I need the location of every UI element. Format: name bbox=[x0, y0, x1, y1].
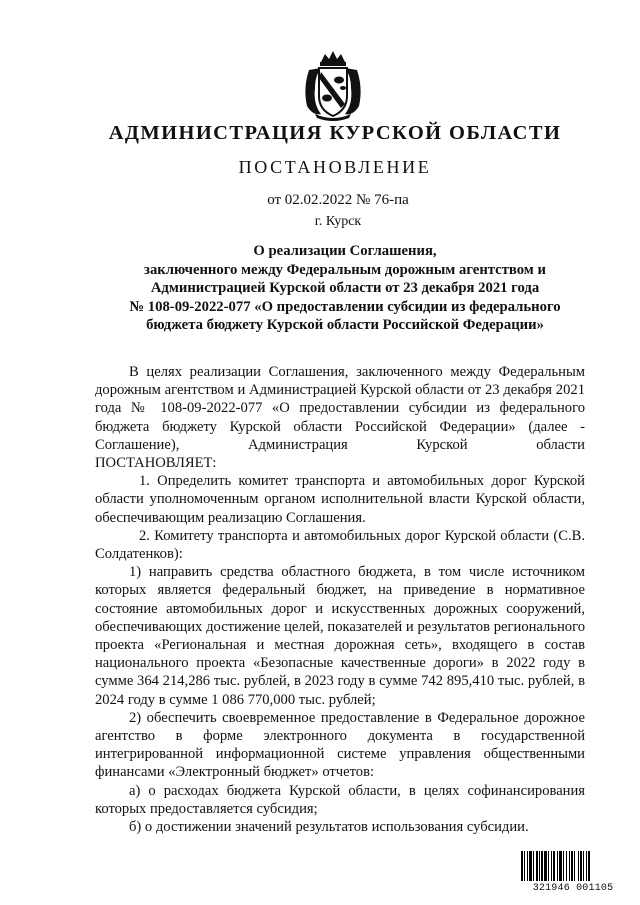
item-2-paragraph: 2. Комитету транспорта и автомобильных дорог Курской области (С.В. Солдатенков): bbox=[95, 527, 585, 563]
barcode-bars bbox=[521, 851, 625, 881]
coat-of-arms-icon bbox=[299, 48, 367, 122]
intro-paragraph: В целях реализации Соглашения, заключенного между Федеральным дорожным агентством и Администрацией Курской области от 23 декабря 2021 года № 108-09-2022-077 «О предоставлении субсидии из федерального бюджета бюджету Курской области Российской Федерации» (далее - Соглашение), Администрация Курской области bbox=[95, 364, 585, 453]
document-city: г. Курск bbox=[314, 214, 362, 229]
decree-word: ПОСТАНОВЛЯЕТ: bbox=[95, 455, 217, 472]
subject-line: О реализации Соглашения, bbox=[253, 243, 437, 259]
document-body bbox=[95, 363, 585, 836]
document-subject bbox=[110, 242, 580, 335]
document-date-number: от 02.02.2022 № 76-па bbox=[267, 192, 409, 208]
document-barcode bbox=[521, 851, 625, 897]
item-1-paragraph: 1. Определить комитет транспорта и автомобильных дорог Курской области уполномоченным органом исполнительной власти Курской области, обеспечивающим реализацию Соглашения. bbox=[95, 473, 585, 526]
subject-line: Администрацией Курской области от 23 декабря 2021 года bbox=[150, 280, 540, 297]
subject-line: заключенного между Федеральным дорожным агентством и bbox=[144, 261, 546, 278]
subject-line: № 108-09-2022-077 «О предоставлении субсидии из федерального bbox=[129, 298, 561, 315]
barcode-digits: 321946 001105 bbox=[532, 883, 614, 894]
item-2-2-b-paragraph: б) о достижении значений результатов использования субсидии. bbox=[129, 819, 529, 836]
item-2-2-paragraph: 2) обеспечить своевременное предоставление в Федеральное дорожное агентство в форме электронного документа в государственной интегрированной информационной системе управления общественными финансами «Электронный бюджет» отчетов: bbox=[95, 709, 585, 781]
subject-line: бюджета бюджету Курской области Российской Федерации» bbox=[146, 317, 544, 334]
item-2-2-a-paragraph: а) о расходах бюджета Курской области, в целях софинансирования которых предоставляется субсидия; bbox=[95, 782, 585, 817]
administration-title: АДМИНИСТРАЦИЯ КУРСКОЙ ОБЛАСТИ bbox=[108, 122, 562, 144]
document-type: ПОСТАНОВЛЕНИЕ bbox=[238, 157, 432, 177]
item-2-1-paragraph: 1) направить средства областного бюджета, в том числе источником которых является федеральный бюджет, на приведение в нормативное состояние автомобильных дорог и искусственных дорожных сооружений, обеспечивающих достижение целей, показателей и результатов регионального проекта «Региональная и местная дорожная сеть», входящего в состав национального проекта «Безопасные качественные дороги» в 2022 году в сумме 364 214,286 тыс. рублей, в 2023 году в сумме 742 895,410 тыс. рублей, в 2024 году в сумме 1 086 770,000 тыс. рублей; bbox=[95, 564, 585, 708]
